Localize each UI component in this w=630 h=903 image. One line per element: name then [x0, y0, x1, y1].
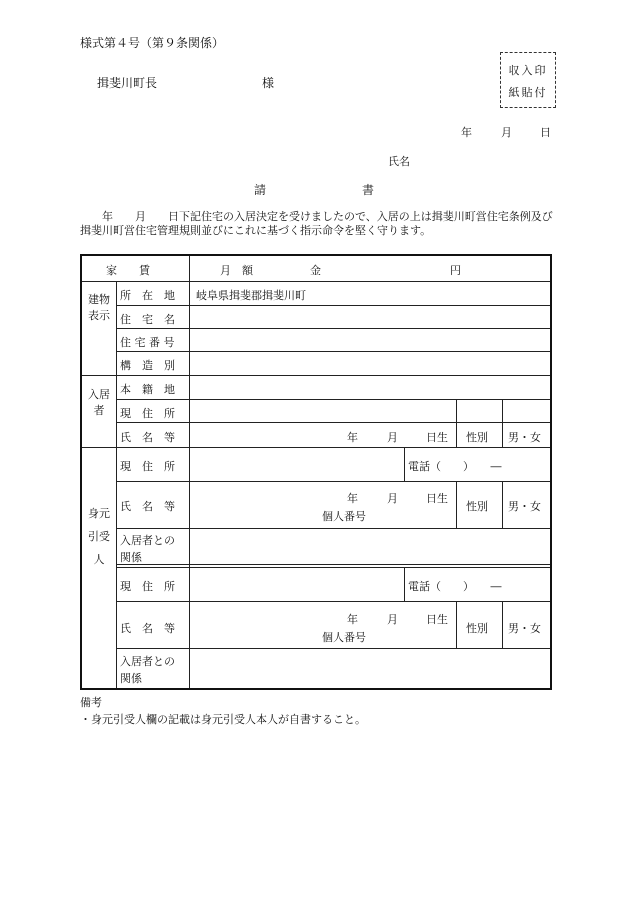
housing-name-label: 住 宅 名	[120, 313, 175, 326]
guarantor2-birth-month: 月	[387, 613, 398, 626]
guarantor1-address-label: 現 住 所	[120, 460, 175, 473]
guarantor1-gender-label: 性別	[466, 500, 488, 513]
date-year: 年	[461, 126, 472, 139]
guarantor2-gender-label: 性別	[466, 622, 488, 635]
guarantor2-relation-line2: 関係	[120, 672, 142, 685]
yen-label: 円	[450, 264, 461, 277]
form-table	[80, 254, 552, 690]
resident-gender-options: 男・女	[508, 431, 541, 444]
guarantor1-birth-day: 日生	[426, 492, 448, 505]
guarantor2-birth-year: 年	[347, 613, 358, 626]
intro-text: 年 月 日下記住宅の入居決定を受けましたので、入居の上は揖斐川町営住宅条例及び揖斐川町営住宅管理規則並びにこれに基づく指示命令を堅く守ります。	[80, 210, 553, 237]
date-month: 月	[501, 126, 512, 139]
resident-birth-year: 年	[347, 431, 358, 444]
resident-group-label: 入居者	[88, 388, 110, 417]
guarantor1-birth-month: 月	[387, 492, 398, 505]
guarantor2-phone: 電話（ ） ―	[408, 580, 502, 593]
name-label: 氏名	[388, 155, 410, 168]
housing-number-label: 住 宅 番 号	[120, 336, 175, 349]
guarantor2-gender-options: 男・女	[508, 622, 541, 635]
address-value: 岐阜県揖斐郡揖斐川町	[196, 289, 306, 302]
guarantor2-address-label: 現 住 所	[120, 580, 175, 593]
money-label: 金	[310, 264, 321, 277]
monthly-label: 月 額	[220, 264, 253, 277]
guarantor-group-label: 身元引受人	[88, 507, 110, 566]
guarantor2-personal-number: 個人番号	[322, 631, 366, 644]
guarantor1-name-label: 氏 名 等	[120, 500, 175, 513]
date-day: 日	[540, 126, 551, 139]
stamp-label-line1: 収入印	[508, 64, 548, 77]
guarantor1-gender-options: 男・女	[508, 500, 541, 513]
current-address-label: 現 住 所	[120, 407, 175, 420]
resident-birth-day: 日生	[426, 431, 448, 444]
guarantor1-relation-line1: 入居者との	[120, 534, 175, 547]
form-number: 様式第４号（第９条関係）	[80, 36, 225, 50]
guarantor2-name-label: 氏 名 等	[120, 622, 175, 635]
structure-label: 構 造 別	[120, 359, 175, 372]
guarantor2-relation-line1: 入居者との	[120, 655, 175, 668]
guarantor1-relation-line2: 関係	[120, 551, 142, 564]
notes-item-1: ・身元引受人欄の記載は身元引受人本人が自書すること。	[80, 713, 366, 726]
guarantor1-birth-year: 年	[347, 492, 358, 505]
notes-title: 備考	[80, 696, 102, 709]
addressee-suffix: 様	[262, 76, 275, 90]
building-group-label: 建物表示	[88, 293, 110, 322]
address-label: 所 在 地	[120, 289, 175, 302]
guarantor2-birth-day: 日生	[426, 613, 448, 626]
rent-label: 家 賃	[106, 264, 150, 277]
guarantor1-personal-number: 個人番号	[322, 510, 366, 523]
resident-gender-label: 性別	[466, 431, 488, 444]
resident-birth-month: 月	[387, 431, 398, 444]
stamp-label-line2: 紙貼付	[508, 86, 548, 99]
revenue-stamp-box	[500, 52, 556, 108]
resident-name-label: 氏 名 等	[120, 431, 175, 444]
document-title: 請 書	[254, 183, 375, 197]
guarantor1-phone: 電話（ ） ―	[408, 460, 502, 473]
domicile-label: 本 籍 地	[120, 383, 175, 396]
addressee: 揖斐川町長	[97, 76, 158, 90]
